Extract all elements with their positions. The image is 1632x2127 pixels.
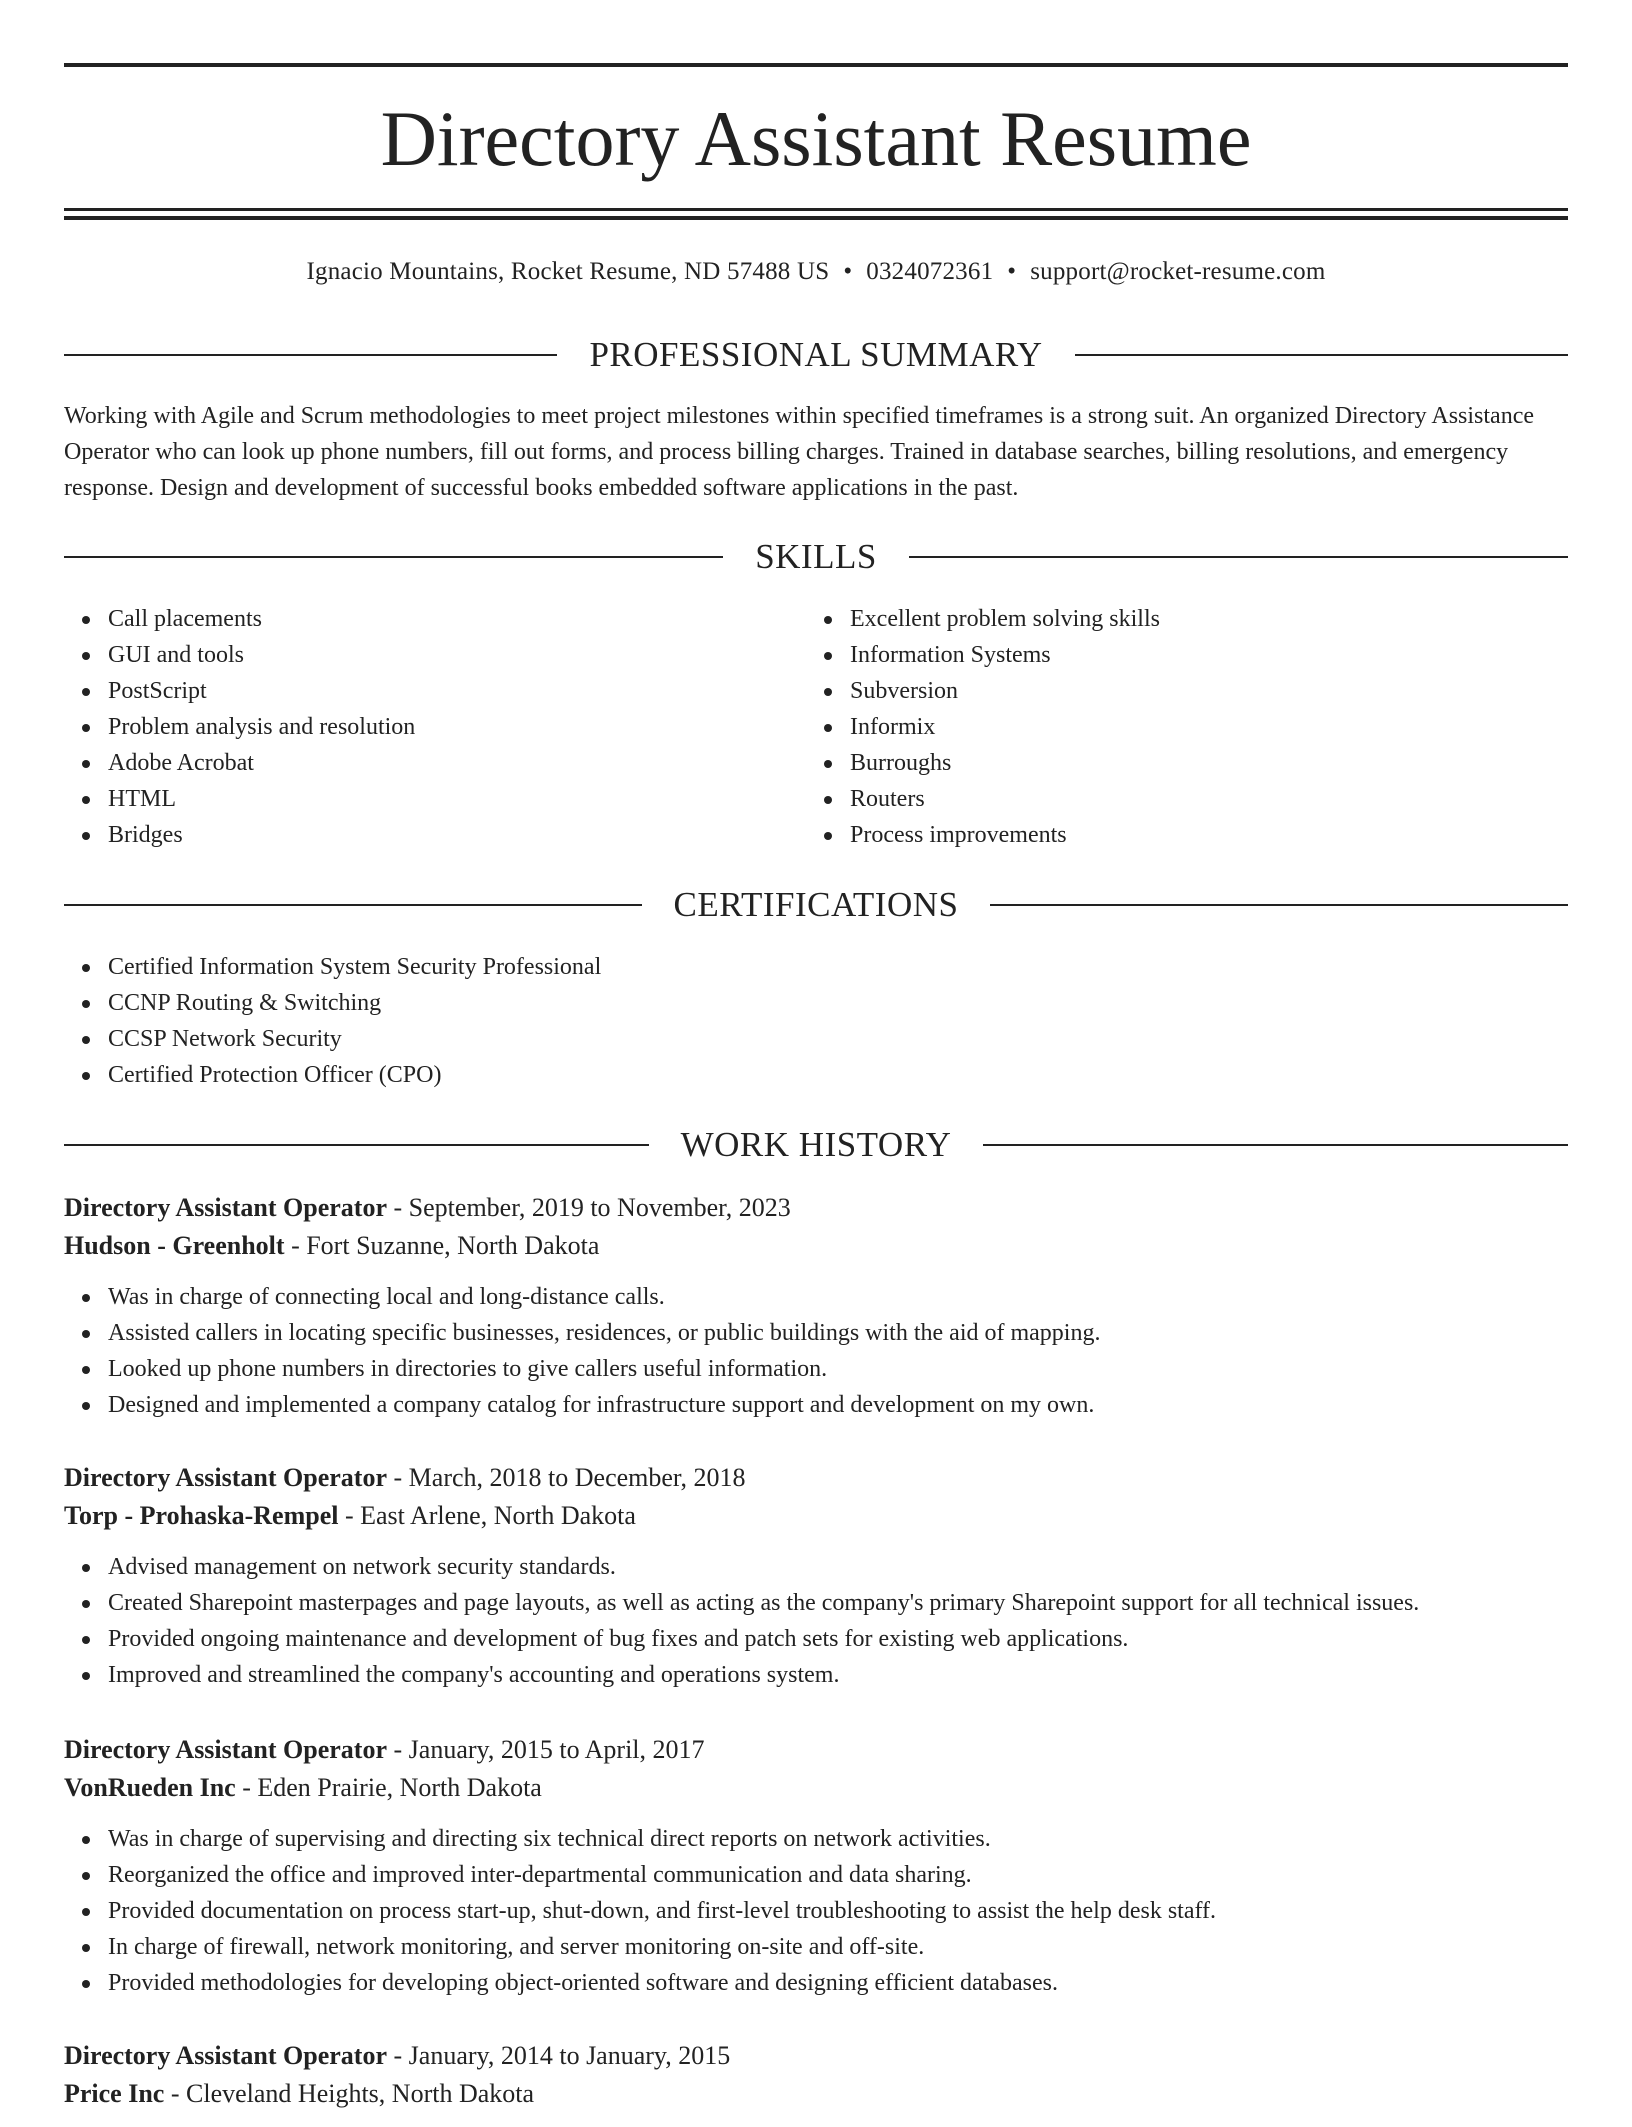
job-duty-item: In charge of firewall, network monitoring, and server monitoring on-site and off-site. xyxy=(108,1929,1568,1965)
job-duties xyxy=(64,1821,1568,2001)
section-header-summary xyxy=(64,331,1568,379)
job-title-line xyxy=(64,1459,1568,1497)
job-entry xyxy=(64,1731,1568,2001)
job-entry xyxy=(64,1459,1568,1693)
skill-item: Information Systems xyxy=(850,637,1546,673)
job-company-line xyxy=(64,1769,1568,1807)
skill-item: Process improvements xyxy=(850,817,1546,853)
top-rule xyxy=(64,63,1568,67)
job-duty-item: Designed and implemented a company catalog for infrastructure support and development on my own. xyxy=(108,1387,1568,1423)
job-title: Directory Assistant Operator xyxy=(64,1193,388,1222)
job-duties xyxy=(64,1279,1568,1423)
job-duty-item: Looked up phone numbers in directories to give callers useful information. xyxy=(108,1351,1568,1387)
job-dates: - March, 2018 to December, 2018 xyxy=(387,1463,746,1492)
certification-item: CCSP Network Security xyxy=(108,1021,1568,1057)
section-title: PROFESSIONAL SUMMARY xyxy=(589,335,1043,374)
certification-item: Certified Protection Officer (CPO) xyxy=(108,1057,1568,1093)
job-dates: - September, 2019 to November, 2023 xyxy=(387,1193,791,1222)
job-dates: - January, 2014 to January, 2015 xyxy=(387,2041,731,2070)
skill-item: Subversion xyxy=(850,673,1546,709)
skill-item: Bridges xyxy=(108,817,804,853)
contact-phone: 0324072361 xyxy=(866,258,994,285)
skills-list-left xyxy=(64,601,804,853)
job-location: - East Arlene, North Dakota xyxy=(338,1501,636,1530)
skill-item: Routers xyxy=(850,781,1546,817)
job-duty-item: Reorganized the office and improved inter-departmental communication and data sharing. xyxy=(108,1857,1568,1893)
section-rule xyxy=(1075,354,1568,356)
job-title-line xyxy=(64,1189,1568,1227)
skill-item: Problem analysis and resolution xyxy=(108,709,804,745)
contact-separator: • xyxy=(1007,258,1017,285)
job-company-line xyxy=(64,2075,1568,2113)
job-title-line xyxy=(64,1731,1568,1769)
job-location: - Fort Suzanne, North Dakota xyxy=(284,1231,600,1260)
job-entry xyxy=(64,1189,1568,1423)
skill-item: Excellent problem solving skills xyxy=(850,601,1546,637)
job-company-line xyxy=(64,1497,1568,1535)
summary-text: Working with Agile and Scrum methodologies to meet project milestones within specified timeframes is a strong suit. An organized Directory Assistance Operator who can look up phone numbers, fill out forms, and process billing charges. Trained in database searches, billing resolutions, and emergency response. Design and development of successful books embedded software applications in the past. xyxy=(64,403,1534,501)
certification-item: Certified Information System Security Professional xyxy=(108,949,1568,985)
certification-item: CCNP Routing & Switching xyxy=(108,985,1568,1021)
job-duty-item: Advised management on network security standards. xyxy=(108,1549,1568,1585)
section-rule xyxy=(64,556,723,558)
section-header-work-history xyxy=(64,1121,1568,1169)
job-company-line xyxy=(64,1227,1568,1265)
section-header-certifications xyxy=(64,881,1568,929)
job-duty-item: Provided documentation on process start-up, shut-down, and first-level troubleshooting to assist the help desk staff. xyxy=(108,1893,1568,1929)
section-rule xyxy=(64,1144,649,1146)
skill-item: Adobe Acrobat xyxy=(108,745,804,781)
section-title: SKILLS xyxy=(755,537,877,576)
skills-list-right xyxy=(806,601,1546,853)
skill-item: Burroughs xyxy=(850,745,1546,781)
job-duty-item: Assisted callers in locating specific businesses, residences, or public buildings with the aid of mapping. xyxy=(108,1315,1568,1351)
job-duty-item: Was in charge of supervising and directing six technical direct reports on network activities. xyxy=(108,1821,1568,1857)
job-title: Directory Assistant Operator xyxy=(64,1463,388,1492)
contact-line xyxy=(64,254,1568,290)
job-entry xyxy=(64,2037,1568,2127)
skills-column-left xyxy=(64,601,804,853)
skill-item: Call placements xyxy=(108,601,804,637)
job-title: Directory Assistant Operator xyxy=(64,1735,388,1764)
section-rule xyxy=(909,556,1568,558)
contact-email: support@rocket-resume.com xyxy=(1030,258,1326,285)
skill-item: HTML xyxy=(108,781,804,817)
section-rule xyxy=(64,354,557,356)
job-duties xyxy=(64,1549,1568,1693)
title-rule-upper xyxy=(64,208,1568,211)
resume-title: Directory Assistant Resume xyxy=(380,95,1252,182)
job-company: Hudson - Greenholt xyxy=(64,1231,285,1260)
job-company: Price Inc xyxy=(64,2079,165,2108)
contact-separator: • xyxy=(843,258,853,285)
certifications-list xyxy=(64,949,1568,1093)
job-title: Directory Assistant Operator xyxy=(64,2041,388,2070)
section-header-skills xyxy=(64,533,1568,581)
job-duty-item: Was in charge of connecting local and long-distance calls. xyxy=(108,1279,1568,1315)
job-duty-item: Provided methodologies for developing object-oriented software and designing efficient databases. xyxy=(108,1965,1568,2001)
section-title: WORK HISTORY xyxy=(680,1125,952,1164)
skills-column-right xyxy=(806,601,1546,853)
job-location: - Cleveland Heights, North Dakota xyxy=(164,2079,535,2108)
job-duty-item: Provided ongoing maintenance and development of bug fixes and patch sets for existing web applications. xyxy=(108,1621,1568,1657)
job-company: Torp - Prohaska-Rempel xyxy=(64,1501,339,1530)
skill-item: Informix xyxy=(850,709,1546,745)
certifications-block xyxy=(64,949,1568,1093)
job-duty-item: Created Sharepoint masterpages and page layouts, as well as acting as the company's primary Sharepoint support for all technical issues. xyxy=(108,1585,1568,1621)
job-company: VonRueden Inc xyxy=(64,1773,236,1802)
skill-item: GUI and tools xyxy=(108,637,804,673)
job-location: - Eden Prairie, North Dakota xyxy=(235,1773,542,1802)
section-rule xyxy=(990,904,1568,906)
section-rule xyxy=(64,904,642,906)
section-rule xyxy=(983,1144,1568,1146)
section-title: CERTIFICATIONS xyxy=(673,885,959,924)
job-title-line xyxy=(64,2037,1568,2075)
job-duty-item: Improved and streamlined the company's accounting and operations system. xyxy=(108,1657,1568,1693)
contact-address: Ignacio Mountains, Rocket Resume, ND 57488 US xyxy=(306,258,830,285)
skill-item: PostScript xyxy=(108,673,804,709)
job-dates: - January, 2015 to April, 2017 xyxy=(387,1735,705,1764)
title-rule-lower xyxy=(64,216,1568,220)
